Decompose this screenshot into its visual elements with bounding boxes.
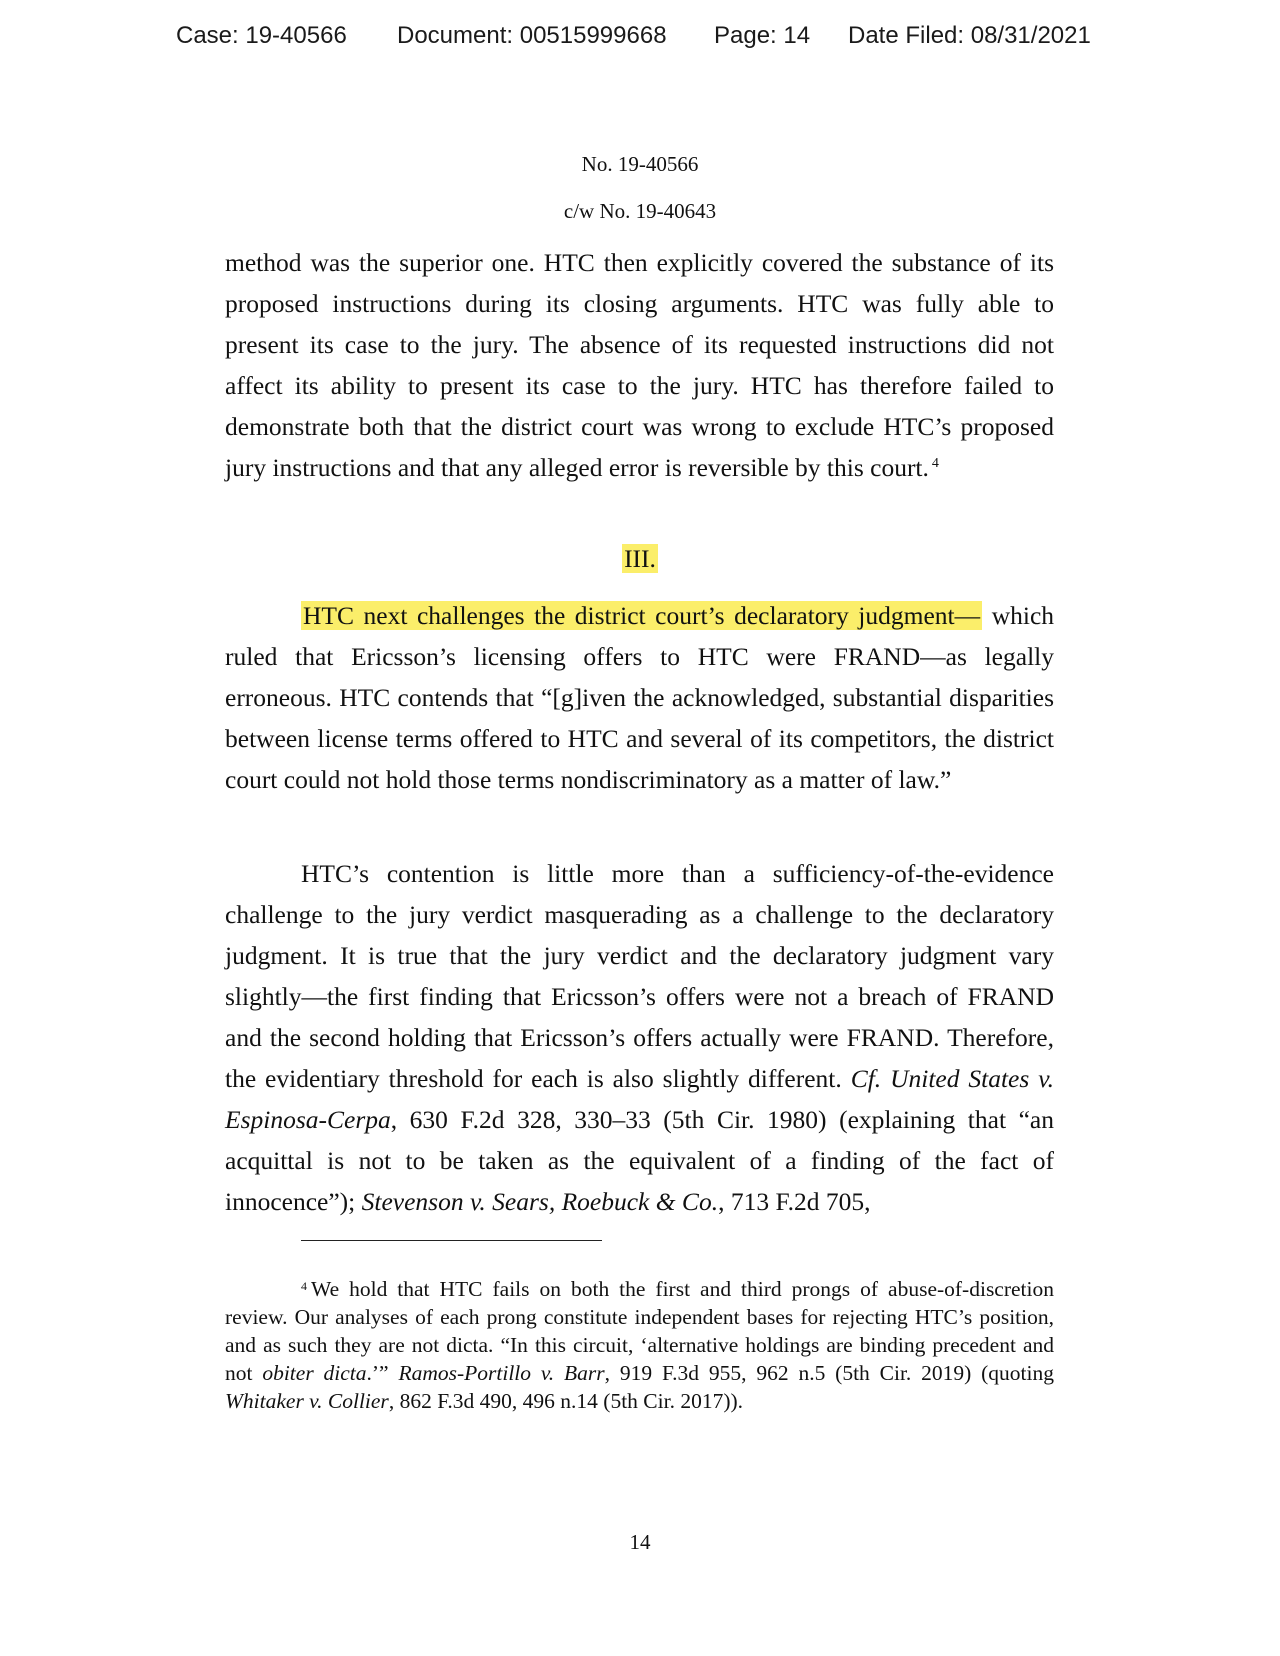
case-name: Ramos-Portillo v. Barr	[398, 1361, 605, 1385]
paragraph-text: HTC’s contention is little more than a sufficiency-of-the-evidence challenge to the jury verdict masquerading as a challenge to the declaratory judgment. It is true that the jury verdict and the declaratory judgment vary slightly—the first finding that Ericsson’s offers were not a breach of FRAND and the second holding that Ericsson’s offers actually were FRAND. Therefore, the evidentiary threshold for each is also slightly different.	[225, 859, 1054, 1093]
header-case-number: Case: 19-40566	[176, 22, 347, 49]
paragraph-continuation	[225, 242, 1054, 488]
case-name: Whitaker v. Collier	[225, 1389, 389, 1413]
consolidated-docket-number: c/w No. 19-40643	[563, 199, 717, 223]
section-heading	[0, 540, 1280, 578]
paragraph-text: which ruled that Ericsson’s licensing offers to HTC were FRAND—as legally erroneous. HTC contends that “[g]iven the acknowledged, substantial disparities between license terms offered to HTC and several of its competitors, the district court could not hold those terms nondiscriminatory as a matter of law.”	[225, 601, 1055, 794]
highlighted-heading: III.	[624, 544, 656, 573]
footnote	[225, 1275, 1054, 1415]
paragraph-contention	[225, 853, 1054, 1222]
footnote-text: We hold that HTC fails on both the first and third prongs of abuse-of-discretion review. Our analyses of each prong constitute independent bases for rejecting HTC’s position, and as such they are not dicta. “In this circuit, ‘alternative holdings are binding precedent and not	[225, 1277, 1054, 1385]
page-number: 14	[629, 1530, 651, 1554]
paragraph-text: method was the superior one. HTC then explicitly covered the substance of its proposed instructions during its closing arguments. HTC was fully able to present its case to the jury. The absence of its requested instructions did not affect its ability to present its case to the jury. HTC has therefore failed to demonstrate both that the district court was wrong to exclude HTC’s proposed jury instructions and that any alleged error is reversible by this court.	[225, 248, 1054, 482]
case-citation: , 862 F.3d 490, 496 n.14 (5th Cir. 2017)).	[388, 1389, 744, 1413]
citation-signal: Cf.	[850, 1064, 882, 1093]
highlighted-sentence: HTC next challenges the district court’s declaratory judgment—	[303, 601, 981, 630]
case-citation: , 713 F.2d 705,	[718, 1187, 871, 1216]
paragraph-declaratory-judgment	[225, 595, 1054, 800]
footnote-text: .’”	[366, 1361, 389, 1385]
docket-number: No. 19-40566	[581, 152, 699, 176]
case-citation: , 919 F.3d 955, 962 n.5 (5th Cir. 2019) (quoting	[604, 1361, 1054, 1385]
header-date-filed: Date Filed: 08/31/2021	[848, 22, 1091, 49]
header-page: Page: 14	[714, 22, 811, 49]
footnote-divider	[301, 1240, 602, 1241]
footnote-reference[interactable]: 4	[931, 456, 939, 471]
latin-phrase: obiter dicta	[262, 1361, 367, 1385]
case-name: Stevenson v. Sears, Roebuck & Co.	[361, 1187, 719, 1216]
case-name: United States v. Espinosa-Cerpa	[225, 1064, 1055, 1134]
case-citation: , 630 F.2d 328, 330–33 (5th Cir. 1980) (explaining that “an acquittal is not to be taken as the equivalent of a finding of the fact of innocence”);	[225, 1105, 1054, 1216]
footnote-number: 4	[301, 1279, 307, 1293]
filing-header	[0, 22, 1280, 56]
header-document-number: Document: 00515999668	[397, 22, 667, 49]
